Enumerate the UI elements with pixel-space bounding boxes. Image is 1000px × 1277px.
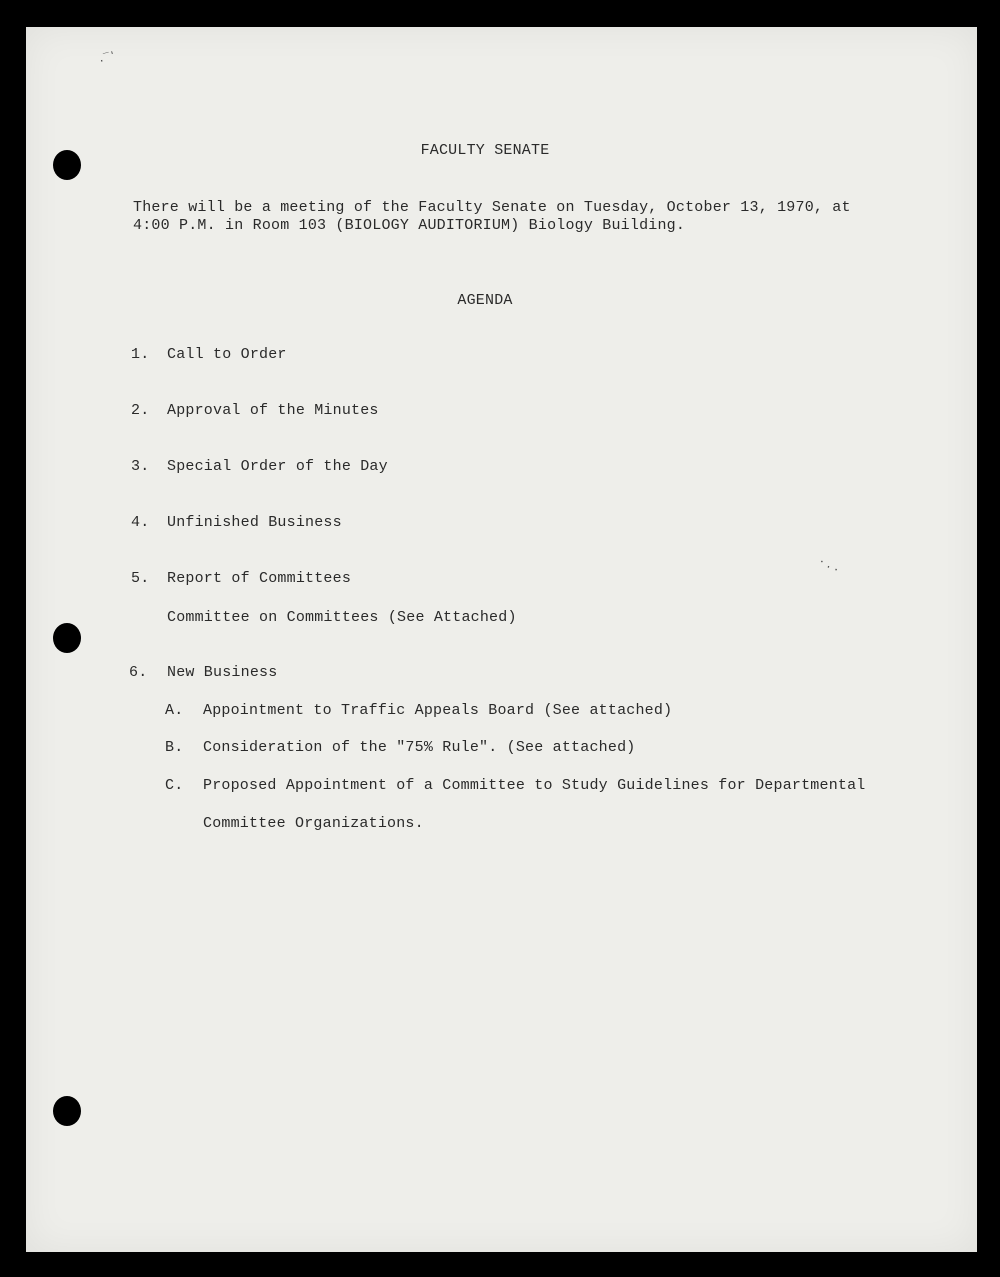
document-title: FACULTY SENATE [420, 142, 550, 159]
stray-mark: .‾' [96, 49, 118, 66]
item-number: 5. [131, 570, 150, 587]
item-number: 4. [131, 514, 150, 531]
item-label: New Business [167, 664, 278, 681]
item-label: Special Order of the Day [167, 458, 388, 475]
item-label: Call to Order [167, 346, 287, 363]
item-number: 6. [129, 664, 148, 681]
sub-item-text: Proposed Appointment of a Committee to Study Guidelines for Departmental [203, 777, 866, 794]
item-number: 3. [131, 458, 150, 475]
sub-item-text: Consideration of the "75% Rule". (See attached) [203, 739, 636, 756]
item-number: 2. [131, 402, 150, 419]
sub-item-letter: B. [165, 739, 184, 756]
item-number: 1. [131, 346, 150, 363]
committee-report-detail [167, 609, 517, 626]
announcement-line: There will be a meeting of the Faculty Senate on Tuesday, October 13, 1970, at [133, 199, 851, 216]
meeting-announcement [133, 199, 873, 235]
sub-item-letter: A. [165, 702, 184, 719]
item-label: Unfinished Business [167, 514, 342, 531]
agenda-heading: AGENDA [457, 292, 513, 309]
item-label: Report of Committees [167, 570, 352, 587]
stray-mark: ·.. [816, 556, 844, 575]
new-business-item-c-continued [203, 815, 424, 832]
item-label: Approval of the Minutes [167, 402, 379, 419]
sub-item-letter: C. [165, 777, 184, 794]
sub-item-text: Appointment to Traffic Appeals Board (See attached) [203, 702, 673, 719]
detail-text: Committee on Committees (See Attached) [167, 609, 517, 626]
announcement-line: 4:00 P.M. in Room 103 (BIOLOGY AUDITORIUM) Biology Building. [133, 217, 686, 234]
sub-item-text-continued: Committee Organizations. [203, 815, 424, 832]
